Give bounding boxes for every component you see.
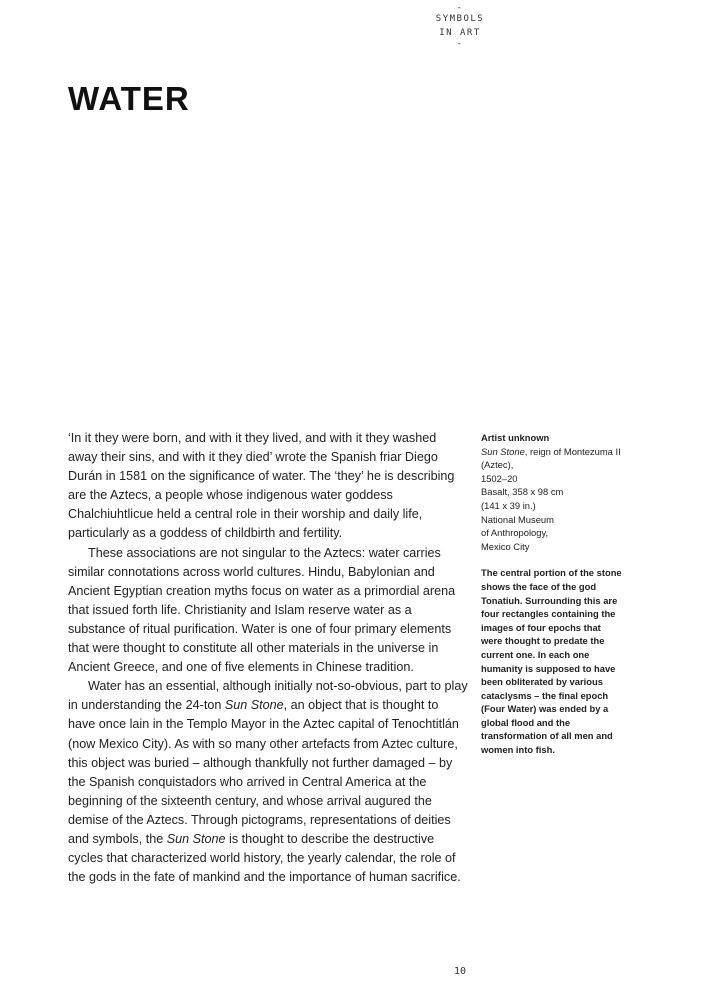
body-paragraph-1: ‘In it they were born, and with it they lived, and with it they washed away their sins, and with it they died’ wrote the Spanish friar Diego Durán in 1581 on the significance of water. The ‘they’ he is describing are the Aztecs, a people whose indigenous water goddess Chalchiuhtlicue held a central role in their worship and daily life, particularly as a goddess of childbirth and fertility.	[68, 431, 455, 541]
body-paragraph-3-sun-stone-2: Sun Stone	[166, 831, 226, 846]
caption-reign: , reign of Montezuma II (Aztec),	[481, 445, 621, 471]
section-tag	[430, 4, 490, 48]
caption-work-title: Sun Stone	[481, 445, 525, 457]
body-text	[68, 429, 468, 887]
body-paragraph-3-sun-stone-1: Sun Stone	[224, 698, 284, 713]
body-paragraph-3-part-c: is thought to describe the destructive cycles that characterized world history, the yearly calendar, the role of the gods in the fate of mankind and the importance of human sacrifice.	[68, 831, 461, 885]
body-paragraph-3-part-a: Water has an essential, although initially not-so-obvious, part to play in understanding the 24-ton	[68, 679, 468, 713]
body-paragraph-3	[68, 677, 468, 887]
caption-artist: Artist unknown	[481, 432, 550, 443]
caption-dimensions-in: (141 x 39 in.)	[481, 499, 536, 511]
body-paragraph-3-part-b: , an object that is thought to have once lain in the Templo Mayor in the Aztec capital of Tenochtitlán (now Mexico City). As with so many other artefacts from Aztec culture, this object was buried – although thankfully not further damaged – by the Spanish conquistadors who arrived in Central America at the beginning of the sixteenth century, and whose arrival augured the demise of the Aztecs. Through pictograms, representations of deities and symbols, the	[68, 698, 459, 846]
section-tag-line2: IN ART	[439, 28, 481, 38]
section-tag-tick-bottom: -	[456, 39, 464, 49]
caption-location-line3: Mexico City	[481, 540, 530, 552]
section-tag-line1: SYMBOLS	[435, 14, 485, 24]
caption-location-line2: of Anthropology,	[481, 527, 549, 539]
page-number: 10	[453, 966, 467, 977]
caption-description: The central portion of the stone shows the face of the god Tonatiuh. Surrounding this are four rectangles containing the images of four epochs that were thought to predate the current one. In each one humanity is supposed to have been obliterated by various cataclysms – the final epoch (Four Water) was ended by a global flood and the transformation of all men and women into fish.	[481, 567, 622, 756]
image-caption	[481, 431, 623, 757]
page-title: WATER	[68, 80, 190, 117]
body-paragraph-2: These associations are not singular to the Aztecs: water carries similar connotations across world cultures. Hindu, Babylonian and Ancient Egyptian creation myths focus on water as a primordial arena that issued forth life. Christianity and Islam reserve water as a substance of ritual purification. Water is one of four primary elements that were thought to constitute all other materials in the universe in Ancient Greece, and one of five elements in Chinese tradition.	[68, 545, 456, 675]
caption-location-line1: National Museum	[481, 513, 554, 525]
caption-date: 1502–20	[481, 472, 518, 484]
section-tag-tick-top: -	[456, 3, 464, 13]
caption-medium: Basalt, 358 x 98 cm	[481, 486, 564, 498]
